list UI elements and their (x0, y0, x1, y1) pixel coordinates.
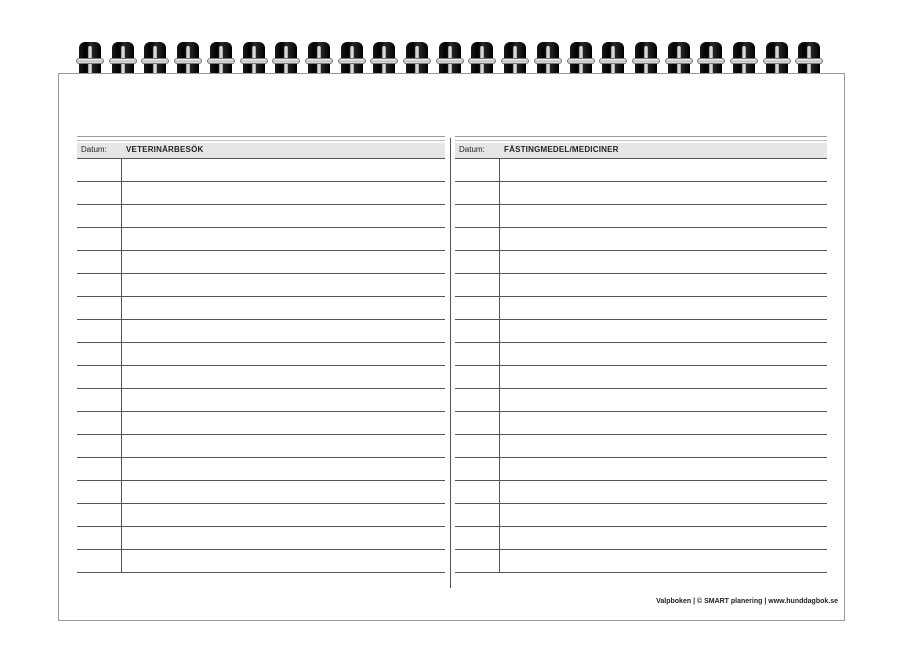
table-row (455, 481, 827, 504)
medication-table (455, 136, 827, 573)
table-row (77, 320, 445, 343)
table-row (77, 182, 445, 205)
table-row (455, 389, 827, 412)
medication-title: FÄSTINGMEDEL/MEDICINER (504, 145, 619, 154)
table-row (455, 412, 827, 435)
table-row (77, 458, 445, 481)
table-row (77, 550, 445, 573)
date-column-divider (499, 159, 500, 573)
table-row (455, 182, 827, 205)
table-row (77, 412, 445, 435)
vet-visits-header (77, 136, 445, 159)
table-row (455, 320, 827, 343)
table-row (455, 343, 827, 366)
table-row (77, 274, 445, 297)
footer-credits: Valpboken | © SMART planering | www.hunddagbok.se (656, 598, 838, 605)
vet-visits-title: VETERINÄRBESÖK (126, 145, 204, 154)
table-row (77, 205, 445, 228)
table-row (77, 504, 445, 527)
table-row (455, 159, 827, 182)
date-column-header: Datum: (459, 145, 485, 154)
table-row (455, 550, 827, 573)
table-row (77, 527, 445, 550)
table-row (455, 228, 827, 251)
table-row (77, 159, 445, 182)
center-divider (450, 138, 451, 588)
table-row (455, 504, 827, 527)
table-row (455, 251, 827, 274)
table-row (77, 366, 445, 389)
date-column-divider (121, 159, 122, 573)
table-row (77, 481, 445, 504)
table-row (455, 205, 827, 228)
medication-rows (455, 159, 827, 573)
table-row (455, 435, 827, 458)
table-row (77, 251, 445, 274)
medication-header (455, 136, 827, 159)
table-row (455, 527, 827, 550)
table-row (77, 228, 445, 251)
table-row (77, 435, 445, 458)
table-row (455, 366, 827, 389)
table-row (455, 297, 827, 320)
table-row (455, 274, 827, 297)
vet-visits-rows (77, 159, 445, 573)
date-column-header: Datum: (81, 145, 107, 154)
table-row (77, 297, 445, 320)
vet-visits-table (77, 136, 445, 573)
table-row (77, 343, 445, 366)
table-row (77, 389, 445, 412)
table-row (455, 458, 827, 481)
